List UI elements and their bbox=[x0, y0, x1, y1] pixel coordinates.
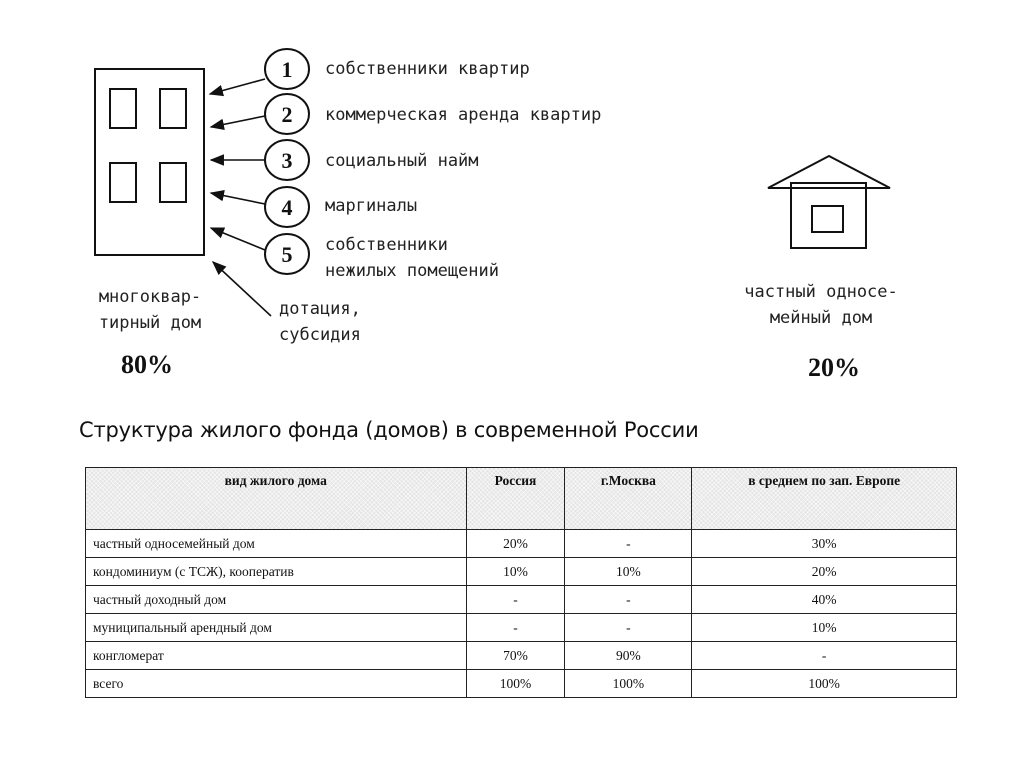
cell-house-type: всего bbox=[86, 670, 467, 698]
header-moscow: г.Москва bbox=[565, 468, 692, 530]
window-icon bbox=[110, 163, 136, 202]
private-house-label-line2: мейный дом bbox=[769, 308, 873, 328]
window-icon bbox=[812, 206, 843, 232]
cell-moscow: 10% bbox=[565, 558, 692, 586]
owner-number-4: 4 bbox=[281, 195, 293, 220]
owner-arrows bbox=[210, 79, 271, 316]
owner-number-5: 5 bbox=[281, 242, 293, 267]
cell-western-europe: 40% bbox=[692, 586, 957, 614]
owner-label-2: коммерческая аренда квартир bbox=[325, 105, 602, 125]
cell-moscow: - bbox=[565, 530, 692, 558]
cell-western-europe: 30% bbox=[692, 530, 957, 558]
cell-western-europe: 100% bbox=[692, 670, 957, 698]
window-icon bbox=[110, 89, 136, 128]
table-row bbox=[86, 642, 957, 670]
cell-house-type: кондоминиум (с ТСЖ), кооператив bbox=[86, 558, 467, 586]
table-row bbox=[86, 586, 957, 614]
cell-moscow: - bbox=[565, 614, 692, 642]
apartment-building-label-line1: многоквар- bbox=[98, 287, 202, 307]
cell-western-europe: 10% bbox=[692, 614, 957, 642]
header-house-type: вид жилого дома bbox=[86, 468, 467, 530]
housing-fund-table bbox=[85, 467, 957, 698]
owner-label-1: собственники квартир bbox=[325, 59, 530, 79]
owner-labels bbox=[325, 59, 601, 281]
window-icon bbox=[160, 163, 186, 202]
cell-moscow: 90% bbox=[565, 642, 692, 670]
cell-russia: 20% bbox=[466, 530, 565, 558]
arrow-owner-5 bbox=[211, 228, 265, 250]
header-russia: Россия bbox=[466, 468, 565, 530]
owner-label-5-line1: собственники bbox=[325, 235, 448, 255]
arrow-owner-1 bbox=[210, 79, 265, 94]
owner-number-3: 3 bbox=[281, 148, 293, 173]
arrow-owner-4 bbox=[211, 193, 265, 204]
cell-russia: - bbox=[466, 614, 565, 642]
owner-label-3: социальный найм bbox=[325, 151, 479, 171]
cell-russia: 100% bbox=[466, 670, 565, 698]
owner-label-4: маргиналы bbox=[325, 196, 418, 216]
cell-russia: 70% bbox=[466, 642, 565, 670]
owner-circles bbox=[265, 49, 309, 274]
cell-moscow: 100% bbox=[565, 670, 692, 698]
private-house-share: 20% bbox=[808, 353, 860, 382]
cell-western-europe: 20% bbox=[692, 558, 957, 586]
arrow-owner-2 bbox=[211, 116, 265, 127]
window-icon bbox=[160, 89, 186, 128]
table-row bbox=[86, 558, 957, 586]
cell-house-type: конгломерат bbox=[86, 642, 467, 670]
private-house-label-line1: частный односе- bbox=[744, 282, 898, 302]
subsidy-label-line1: дотация, bbox=[279, 299, 361, 319]
arrow-subsidy bbox=[213, 262, 271, 316]
private-house-icon bbox=[768, 156, 890, 248]
table-header-row bbox=[86, 468, 957, 530]
apartment-building-icon bbox=[95, 69, 204, 255]
cell-russia: - bbox=[466, 586, 565, 614]
cell-house-type: муниципальный арендный дом bbox=[86, 614, 467, 642]
apartment-building-label-line2: тирный дом bbox=[98, 313, 202, 333]
cell-house-type: частный односемейный дом bbox=[86, 530, 467, 558]
table-row bbox=[86, 530, 957, 558]
cell-moscow: - bbox=[565, 586, 692, 614]
owner-number-1: 1 bbox=[281, 57, 293, 82]
owner-label-5-line2: нежилых помещений bbox=[325, 261, 499, 281]
table-row bbox=[86, 614, 957, 642]
table-row-total bbox=[86, 670, 957, 698]
apartment-building-share: 80% bbox=[121, 350, 173, 379]
owner-number-2: 2 bbox=[281, 102, 293, 127]
subsidy-label-line2: субсидия bbox=[279, 325, 361, 345]
table-caption: Структура жилого фонда (домов) в современной России bbox=[79, 418, 699, 442]
cell-russia: 10% bbox=[466, 558, 565, 586]
header-western-europe: в среднем по зап. Европе bbox=[692, 468, 957, 530]
cell-house-type: частный доходный дом bbox=[86, 586, 467, 614]
cell-western-europe: - bbox=[692, 642, 957, 670]
